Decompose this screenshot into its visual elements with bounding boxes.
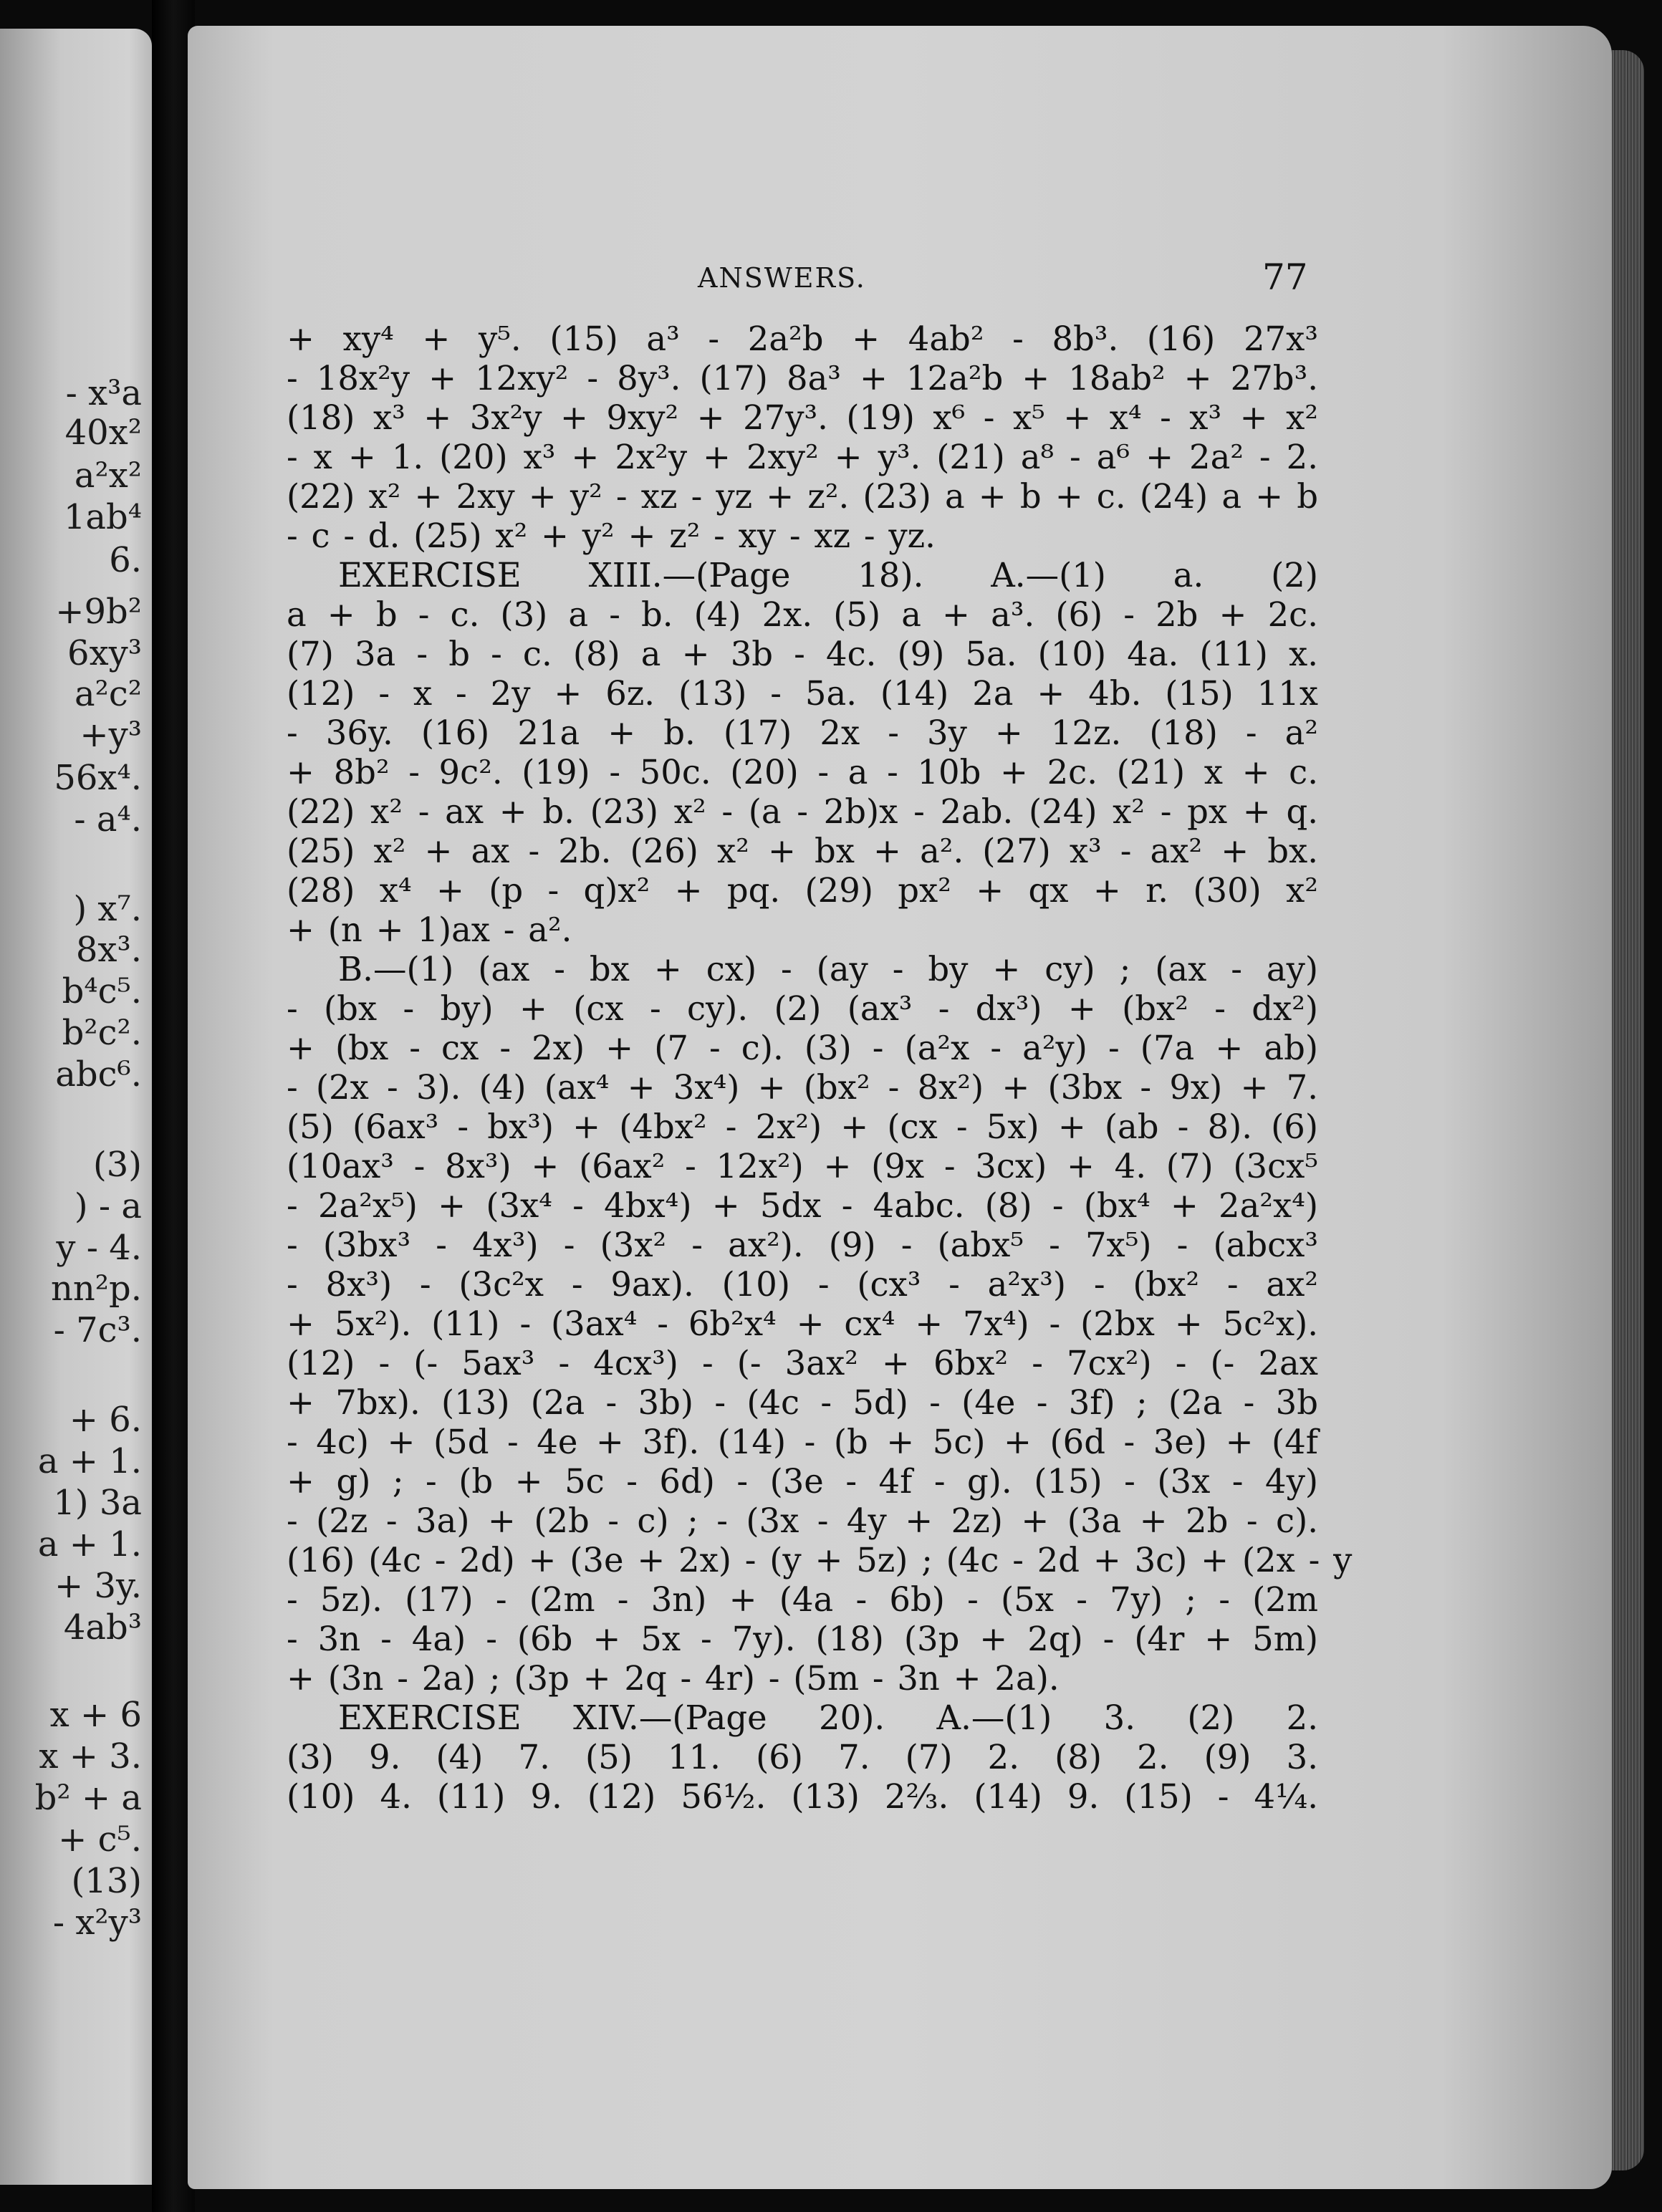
text-line: - 8x³) - (3c²x - 9ax). (10) - (cx³ - a²x³) - (bx² - ax² <box>287 1265 1318 1304</box>
text-line: (18) x³ + 3x²y + 9xy² + 27y³. (19) x⁶ - x⁵ + x⁴ - x³ + x² <box>287 398 1318 437</box>
left-fragment: b⁴c⁵. <box>62 971 142 1011</box>
text-line: + 7bx). (13) (2a - 3b) - (4c - 5d) - (4e - 3f) ; (2a - 3b <box>287 1383 1318 1422</box>
text-line: + 5x²). (11) - (3ax⁴ - 6b²x⁴ + cx⁴ + 7x⁴) - (2bx + 5c²x). <box>287 1304 1318 1343</box>
exercise-heading: EXERCISE XIII.—(Page 18). A.—(1) a. (2) <box>338 556 1318 595</box>
text-line: - c - d. (25) x² + y² + z² - xy - xz - yz. <box>287 516 936 555</box>
text-line: + 8b² - 9c². (19) - 50c. (20) - a - 10b + 2c. (21) x + c. <box>287 753 1318 792</box>
text-line: + (bx - cx - 2x) + (7 - c). (3) - (a²x - a²y) - (7a + ab) <box>287 1029 1318 1067</box>
text-line: (5) (6ax³ - bx³) + (4bx² - 2x²) + (cx - 5x) + (ab - 8). (6) <box>287 1107 1318 1146</box>
left-fragment: 8x³. <box>75 930 142 970</box>
text-line: - (2z - 3a) + (2b - c) ; - (3x - 4y + 2z) + (3a + 2b - c). <box>287 1501 1318 1540</box>
text-line: (22) x² - ax + b. (23) x² - (a - 2b)x - 2ab. (24) x² - px + q. <box>287 792 1318 831</box>
left-fragment: 1ab⁴ <box>63 497 142 537</box>
text-line: (28) x⁴ + (p - q)x² + pq. (29) px² + qx + r. (30) x² <box>287 871 1318 910</box>
left-fragment: a²x² <box>74 456 142 496</box>
text-line: - 3n - 4a) - (6b + 5x - 7y). (18) (3p + 2q) - (4r + 5m) <box>287 1620 1318 1658</box>
left-fragment: nn²p. <box>50 1269 142 1309</box>
left-fragment: - x³a <box>65 373 142 413</box>
section-b-start: B.—(1) (ax - bx + cx) - (ay - by + cy) ; (ax - ay) <box>338 950 1318 989</box>
text-line: (10ax³ - 8x³) + (6ax² - 12x²) + (9x - 3cx) + 4. (7) (3cx⁵ <box>287 1147 1318 1186</box>
page-header-title: ANSWERS. <box>698 262 866 294</box>
text-line: - 36y. (16) 21a + b. (17) 2x - 3y + 12z. (18) - a² <box>287 713 1318 752</box>
left-fragment: x + 3. <box>39 1736 142 1776</box>
text-line: - 4c) + (5d - 4e + 3f). (14) - (b + 5c) + (6d - 3e) + (4f <box>287 1423 1318 1461</box>
left-fragment: x + 6 <box>49 1695 142 1735</box>
left-fragment: 6. <box>109 540 142 580</box>
text-line: (12) - x - 2y + 6z. (13) - 5a. (14) 2a + 4b. (15) 11x <box>287 674 1318 713</box>
exercise-heading: EXERCISE XIV.—(Page 20). A.—(1) 3. (2) 2. <box>338 1698 1318 1737</box>
left-fragment: b² + a <box>34 1778 142 1818</box>
left-fragment: (3) <box>93 1145 142 1185</box>
left-fragment: - x²y³ <box>52 1903 142 1943</box>
text-line: + (n + 1)ax - a². <box>287 910 572 949</box>
text-line: - (3bx³ - 4x³) - (3x² - ax²). (9) - (abx⁵ - 7x⁵) - (abcx³ <box>287 1226 1318 1264</box>
left-fragment: 56x⁴. <box>54 758 142 798</box>
left-fragment: +y³ <box>80 715 142 755</box>
text-line: + xy⁴ + y⁵. (15) a³ - 2a²b + 4ab² - 8b³. (16) 27x³ <box>287 319 1318 358</box>
left-fragment: a + 1. <box>37 1524 142 1564</box>
text-line: (12) - (- 5ax³ - 4cx³) - (- 3ax² + 6bx² - 7cx²) - (- 2ax <box>287 1344 1318 1382</box>
left-fragment: + c⁵. <box>58 1819 142 1860</box>
text-line: (10) 4. (11) 9. (12) 56½. (13) 2⅔. (14) 9. (15) - 4¼. <box>287 1777 1318 1816</box>
answers-text <box>287 319 1353 1817</box>
text-line: - 5z). (17) - (2m - 3n) + (4a - 6b) - (5x - 7y) ; - (2m <box>287 1580 1318 1619</box>
left-fragment: ) x⁷. <box>73 889 142 929</box>
text-line: + g) ; - (b + 5c - 6d) - (3e - 4f - g). (15) - (3x - 4y) <box>287 1462 1318 1501</box>
left-fragment: (13) <box>71 1861 142 1901</box>
left-fragment: 1) 3a <box>53 1483 142 1523</box>
text-line: - x + 1. (20) x³ + 2x²y + 2xy² + y³. (21) a⁸ - a⁶ + 2a² - 2. <box>287 438 1318 476</box>
left-fragment: abc⁶. <box>55 1054 142 1095</box>
left-fragment: - 7c³. <box>53 1310 142 1350</box>
text-line: - (bx - by) + (cx - cy). (2) (ax³ - dx³) + (bx² - dx²) <box>287 989 1318 1028</box>
page-number: 77 <box>1262 256 1308 298</box>
left-fragment: b²c². <box>62 1013 142 1053</box>
text-line: (7) 3a - b - c. (8) a + 3b - 4c. (9) 5a. (10) 4a. (11) x. <box>287 635 1318 673</box>
left-fragment: + 3y. <box>54 1566 142 1606</box>
left-fragment: a²c² <box>75 674 142 714</box>
text-line: a + b - c. (3) a - b. (4) 2x. (5) a + a³. (6) - 2b + 2c. <box>287 595 1318 634</box>
text-line: - 2a²x⁵) + (3x⁴ - 4bx⁴) + 5dx - 4abc. (8) - (bx⁴ + 2a²x⁴) <box>287 1186 1318 1225</box>
previous-page-edge <box>0 29 152 2185</box>
left-fragment: - a⁴. <box>74 799 142 840</box>
text-line: (16) (4c - 2d) + (3e + 2x) - (y + 5z) ; (4c - 2d + 3c) + (2x - y <box>287 1541 1353 1579</box>
text-line: - (2x - 3). (4) (ax⁴ + 3x⁴) + (bx² - 8x²) + (3bx - 9x) + 7. <box>287 1068 1318 1107</box>
text-line: (22) x² + 2xy + y² - xz - yz + z². (23) a + b + c. (24) a + b <box>287 477 1318 516</box>
text-line: - 18x²y + 12xy² - 8y³. (17) 8a³ + 12a²b + 18ab² + 27b³. <box>287 359 1318 398</box>
left-fragment: y - 4. <box>56 1228 142 1268</box>
text-line: (25) x² + ax - 2b. (26) x² + bx + a². (27) x³ - ax² + bx. <box>287 832 1318 870</box>
left-fragment: ) - a <box>74 1186 142 1226</box>
left-fragment: 6xy³ <box>67 633 142 673</box>
left-fragment: 40x² <box>64 413 142 453</box>
left-fragment: a + 1. <box>37 1441 142 1481</box>
text-line: + (3n - 2a) ; (3p + 2q - 4r) - (5m - 3n + 2a). <box>287 1659 1060 1698</box>
running-head <box>188 256 1612 299</box>
answers-page <box>188 26 1612 2189</box>
left-fragment: 4ab³ <box>63 1607 142 1648</box>
text-line: (3) 9. (4) 7. (5) 11. (6) 7. (7) 2. (8) 2. (9) 3. <box>287 1738 1318 1776</box>
left-fragment: +9b² <box>55 592 142 632</box>
left-fragment: + 6. <box>69 1400 142 1440</box>
